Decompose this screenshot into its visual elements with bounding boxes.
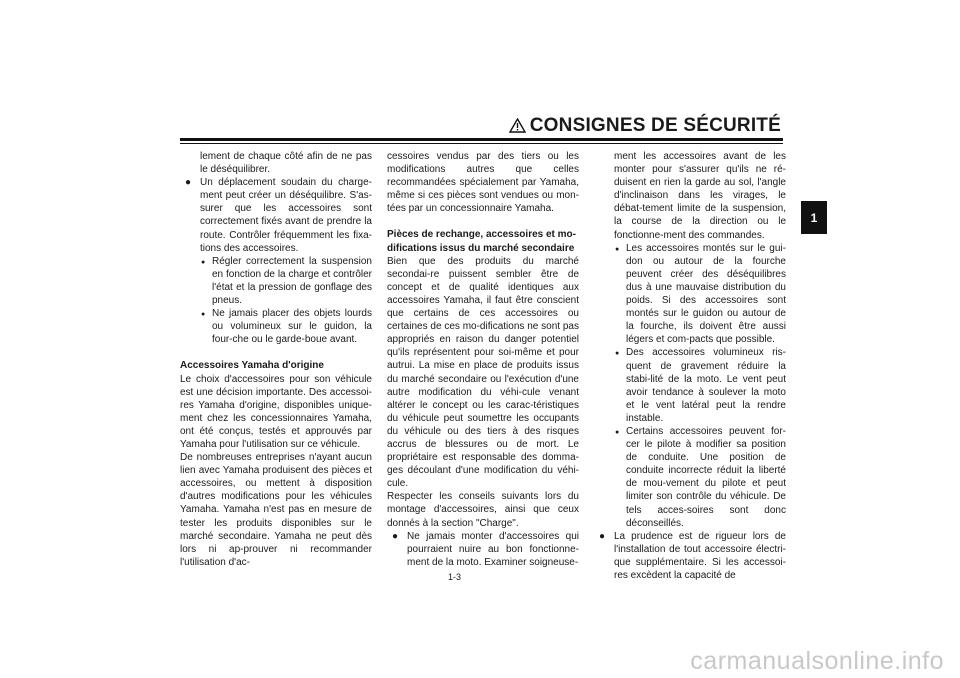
continued-text: lement de chaque côté afin de ne pas le déséquilibrer.	[200, 151, 372, 176]
header-rule-thick	[180, 138, 783, 141]
section-heading: Accessoires Yamaha d'origine	[180, 360, 324, 372]
small-bullet-icon: ●	[201, 258, 206, 266]
sub-list-item-text: Certains accessoires peuvent for-cer le pilote à modifier sa position de conduite. Une position de conduite incorrecte réduit la liberté de mou-vement du pilote et peut limiter son contrôle du véhicule. De tels acces-soires sont donc déconseillés.	[626, 425, 786, 529]
sub-list-item	[594, 425, 786, 530]
page-title	[509, 115, 781, 139]
paragraph: cessoires vendus par des tiers ou les modifications autres que celles recommandées spécialement par Yamaha, même si ces pièces sont vendues ou mon-tées par un concessionnaire Yamaha.	[387, 151, 579, 215]
bullet-icon: ●	[599, 530, 606, 542]
bullet-icon: ●	[392, 530, 399, 542]
small-bullet-icon: ●	[615, 428, 620, 436]
column-1	[180, 150, 372, 569]
chapter-tab: 1	[801, 201, 827, 234]
header-rule-thin	[180, 143, 783, 144]
list-item-text: Un déplacement soudain du charge-ment peut créer un déséquilibre. S'as-surer que les accessoires sont correctement fixés avant de prendre la route. Contrôler fréquemment les fixa-tions des accessoires.	[200, 177, 372, 254]
sub-list-item	[594, 346, 786, 425]
paragraph: Respecter les conseils suivants lors du montage d'accessoires, ainsi que ceux donnés à la section "Charge".	[387, 491, 579, 529]
sub-list-item-text: Ne jamais placer des objets lourds ou volumineux sur le guidon, la four-che ou le garde-boue avant.	[212, 308, 372, 346]
column-3	[594, 150, 786, 582]
sub-list-item	[594, 242, 786, 347]
column-2	[387, 150, 579, 569]
page-number: 1-3	[448, 572, 462, 582]
list-item	[387, 530, 579, 569]
small-bullet-icon: ●	[615, 245, 620, 253]
page-title-text: CONSIGNES DE SÉCURITÉ	[529, 115, 781, 136]
sub-list-item	[180, 307, 372, 346]
sub-list-item-text: Régler correctement la suspension en fonction de la charge et contrôler l'état et la pression de gonflage des pneus.	[212, 255, 372, 307]
bullet-icon: ●	[185, 177, 192, 189]
list-item	[180, 176, 372, 255]
warning-triangle-icon	[509, 117, 526, 139]
list-item-text: La prudence est de rigueur lors de l'installation de tout accessoire électri-que supplémentaire. Si les accessoi-res excèdent la capacité de	[614, 530, 786, 581]
page-header	[180, 112, 783, 140]
small-bullet-icon: ●	[615, 350, 620, 358]
sub-list-item	[180, 255, 372, 307]
paragraph: De nombreuses entreprises n'ayant aucun lien avec Yamaha produisent des pièces et accessoires, ou mettent à disposition d'autres modifications pour les véhicules Yamaha. Yamaha n'est pas en mesure de tester les produits disponibles sur le marché secondaire. Yamaha ne peut dès lors ni ap-prouver ni recommander l'utilisation d'ac-	[180, 452, 372, 568]
list-item-text: Ne jamais monter d'accessoires qui pourraient nuire au bon fonctionne-ment de la moto. Examiner soigneuse-	[407, 530, 579, 568]
paragraph: Le choix d'accessoires pour son véhicule est une décision importante. Des accessoi-res Yamaha d'origine, disponibles unique-ment chez les concessionnaires Yamaha, ont été conçus, testés et approuvés par Yamaha pour l'utilisation sur ce véhicule.	[180, 373, 372, 450]
list-item	[594, 530, 786, 582]
paragraph: Bien que des produits du marché secondai-re puissent sembler être de concept et de qualité identiques aux accessoires Yamaha, il faut être conscient que certains de ces accessoires ou certaines de ces mo-difications ne sont pas appropriés en raison du danger potentiel qu'ils représentent pour soi-même et pour autrui. La mise en place de produits issus du marché secondaire ou l'exécution d'une autre modification du véhi-cule venant altérer le concept ou les carac-téristiques du véhicule peut soumettre les occupants du véhicule ou des tiers à des risques accrus de blessures ou de mort. Le propriétaire est responsable des domma-ges découlant d'une modification du véhi-cule.	[387, 255, 579, 490]
small-bullet-icon: ●	[201, 311, 206, 319]
sub-list-item-text: Des accessoires volumineux ris-quent de gravement réduire la stabi-lité de la moto. Le vent peut avoir tendance à soulever la moto et le vent latéral peut la rendre instable.	[626, 347, 786, 424]
watermark: carmanualsonline.info	[690, 647, 944, 675]
section-heading: Pièces de rechange, accessoires et mo-difications issus du marché secondaire	[387, 229, 576, 254]
continued-text: ment les accessoires avant de les monter pour s'assurer qu'ils ne ré-duisent en rien la garde au sol, l'angle d'inclinaison dans les virages, le débat-tement limite de la suspension, la course de la direction ou le fonctionne-ment des commandes.	[614, 151, 786, 241]
sub-list-item-text: Les accessoires montés sur le gui-don ou autour de la fourche peuvent créer des déséquilibres dus à une mauvaise distribution du poids. Si des accessoires sont montés sur le guidon ou autour de la fourche, ils doivent être aussi légers et com-pacts que possible.	[626, 242, 786, 346]
